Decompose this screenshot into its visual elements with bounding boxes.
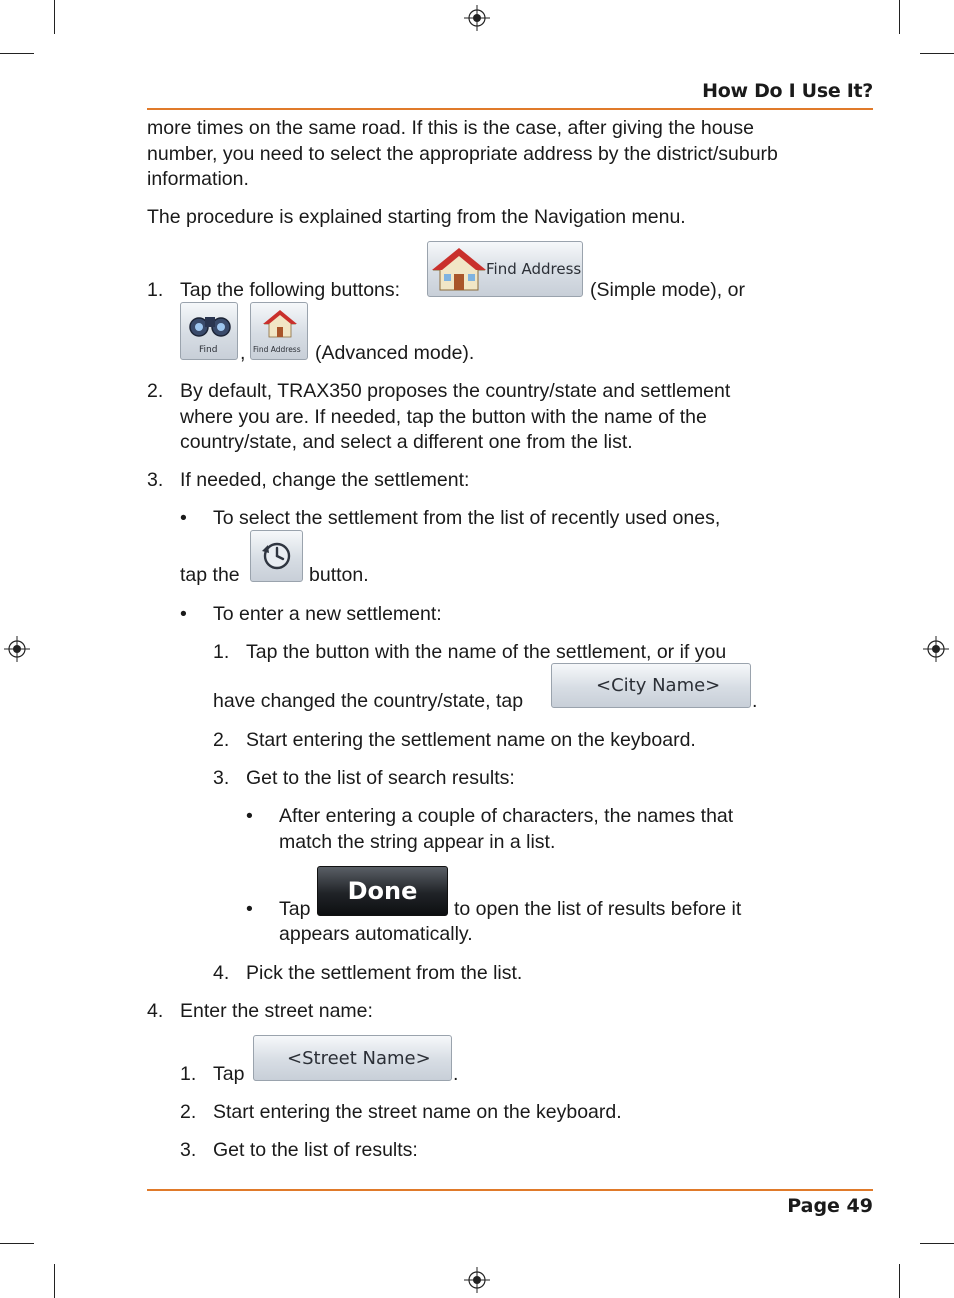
bullet: • (246, 898, 253, 920)
bullet-text: button. (309, 564, 369, 586)
procedure-text: The procedure is explained starting from the Navigation menu. (147, 206, 686, 228)
bullet-text: match the string appear in a list. (279, 831, 556, 853)
footer-rule (147, 1189, 873, 1191)
substep-number: 3. (180, 1139, 197, 1161)
crop-mark (54, 1264, 55, 1298)
recent-settlements-button[interactable] (250, 530, 303, 582)
substep-number: 4. (213, 962, 230, 984)
house-icon (432, 246, 486, 294)
bullet-text: To select the settlement from the list of recently used ones, (213, 507, 721, 529)
house-icon (263, 309, 297, 339)
substep-text: Start entering the settlement name on the keyboard. (246, 729, 696, 751)
step-text: country/state, and select a different one from the list. (180, 431, 633, 453)
substep-number: 3. (213, 767, 230, 789)
crop-mark (0, 53, 34, 54)
find-address-label: Find Address (486, 260, 582, 278)
step-text: (Simple mode), or (590, 279, 745, 301)
step-text: where you are. If needed, tap the button with the name of the (180, 406, 707, 428)
crop-mark (54, 0, 55, 34)
substep-text: Start entering the street name on the keyboard. (213, 1101, 622, 1123)
binoculars-icon (189, 307, 231, 341)
intro-line: more times on the same road. If this is the case, after giving the house (147, 117, 754, 139)
bullet-text: To enter a new settlement: (213, 603, 442, 625)
registration-mark-icon (923, 636, 949, 662)
substep-text: Tap (213, 1063, 245, 1085)
intro-line: information. (147, 168, 249, 190)
substep-number: 2. (180, 1101, 197, 1123)
crop-mark (899, 0, 900, 34)
substep-text: Get to the list of search results: (246, 767, 515, 789)
find-label: Find (199, 345, 218, 355)
step-text: Enter the street name: (180, 1000, 373, 1022)
find-address-button[interactable] (427, 241, 583, 297)
comma: , (240, 342, 246, 364)
city-name-label: <City Name> (596, 675, 721, 696)
substep-text: Tap the button with the name of the settlement, or if you (246, 641, 727, 663)
bullet-text: to open the list of results before it (454, 898, 742, 920)
street-name-label: <Street Name> (287, 1048, 431, 1069)
bullet: • (180, 603, 187, 625)
step-text: By default, TRAX350 proposes the country/state and settlement (180, 380, 731, 402)
bullet: • (180, 507, 187, 529)
find-address-small-button[interactable] (250, 302, 308, 360)
substep-number: 1. (213, 641, 230, 663)
period: . (752, 690, 758, 712)
substep-text: Get to the list of results: (213, 1139, 418, 1161)
registration-mark-icon (4, 636, 30, 662)
page-number: Page 49 (787, 1195, 873, 1217)
intro-line: number, you need to select the appropriate address by the district/suburb (147, 143, 778, 165)
substep-number: 2. (213, 729, 230, 751)
find-button[interactable] (180, 302, 238, 360)
city-name-button[interactable] (551, 663, 751, 708)
step-number: 3. (147, 469, 164, 491)
crop-mark (920, 1243, 954, 1244)
crop-mark (0, 1243, 34, 1244)
bullet-text: After entering a couple of characters, the names that (279, 805, 734, 827)
bullet: • (246, 805, 253, 827)
crop-mark (920, 53, 954, 54)
step-number: 1. (147, 279, 164, 301)
substep-number: 1. (180, 1063, 197, 1085)
substep-text: have changed the country/state, tap (213, 690, 524, 712)
clock-history-icon (260, 539, 294, 573)
done-button[interactable] (317, 866, 448, 916)
registration-mark-icon (464, 1267, 490, 1293)
bullet-text: appears automatically. (279, 923, 473, 945)
done-label: Done (347, 877, 418, 905)
step-number: 4. (147, 1000, 164, 1022)
step-text: (Advanced mode). (315, 342, 475, 364)
period: . (453, 1063, 459, 1085)
step-text: Tap the following buttons: (180, 279, 401, 301)
step-text: If needed, change the settlement: (180, 469, 470, 491)
bullet-text: tap the (180, 564, 240, 586)
substep-text: Pick the settlement from the list. (246, 962, 523, 984)
registration-mark-icon (464, 5, 490, 31)
header-rule (147, 108, 873, 110)
street-name-button[interactable] (253, 1035, 452, 1081)
bullet-text: Tap (279, 898, 311, 920)
step-number: 2. (147, 380, 164, 402)
section-title: How Do I Use It? (702, 80, 873, 102)
find-address-small-label: Find Address (253, 345, 301, 354)
crop-mark (899, 1264, 900, 1298)
